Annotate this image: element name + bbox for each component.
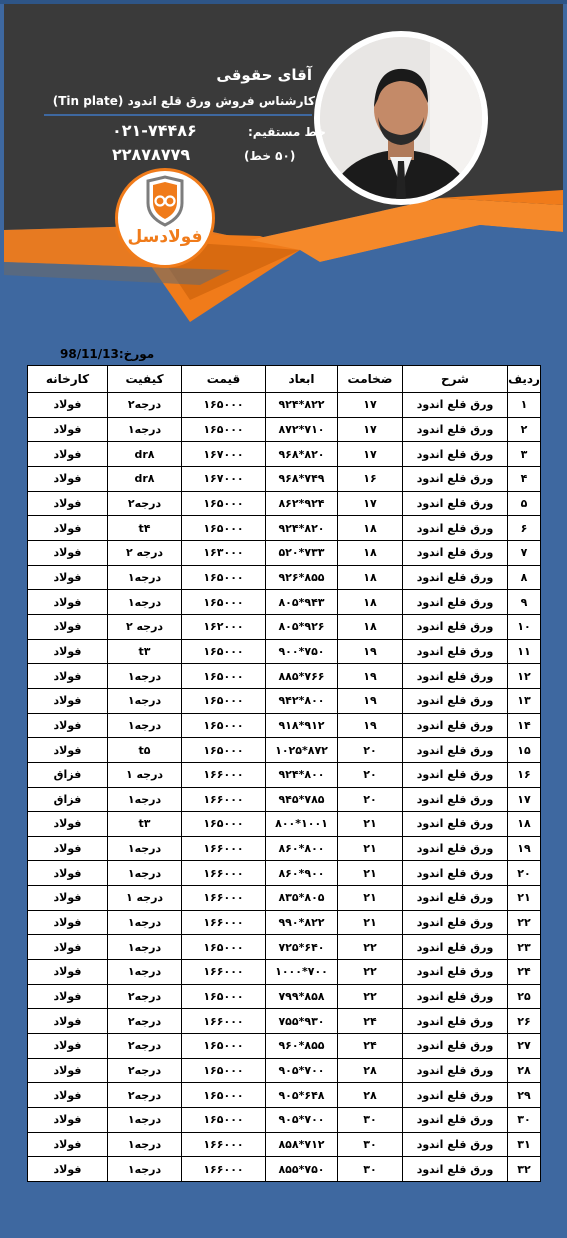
- cell-factory: فولاد: [28, 960, 108, 985]
- cell-row-number: ۱۱: [508, 639, 541, 664]
- cell-price: ۱۶۷۰۰۰: [182, 466, 266, 491]
- table-row: [28, 812, 541, 837]
- cell-dimensions: ۹۰۰*۸۶۰: [266, 861, 338, 886]
- cell-row-number: ۷: [508, 540, 541, 565]
- cell-price: ۱۶۶۰۰۰: [182, 910, 266, 935]
- cell-description: ورق قلع اندود: [403, 442, 508, 467]
- cell-price: ۱۶۶۰۰۰: [182, 762, 266, 787]
- cell-description: ورق قلع اندود: [403, 1083, 508, 1108]
- cell-quality: درجه۱: [108, 1132, 182, 1157]
- cell-quality: درجه۱: [108, 565, 182, 590]
- table-row: [28, 491, 541, 516]
- cell-price: ۱۶۶۰۰۰: [182, 1132, 266, 1157]
- price-table: [27, 365, 541, 1182]
- cell-dimensions: ۹۱۲*۹۱۸: [266, 713, 338, 738]
- table-row: [28, 590, 541, 615]
- cell-thickness: ۲۰: [338, 762, 403, 787]
- cell-price: ۱۶۵۰۰۰: [182, 639, 266, 664]
- cell-row-number: ۱۶: [508, 762, 541, 787]
- cell-factory: فولاد: [28, 1083, 108, 1108]
- cell-description: ورق قلع اندود: [403, 762, 508, 787]
- cell-factory: فولاد: [28, 1009, 108, 1034]
- cell-price: ۱۶۶۰۰۰: [182, 960, 266, 985]
- cell-thickness: ۲۲: [338, 984, 403, 1009]
- cell-row-number: ۲۹: [508, 1083, 541, 1108]
- cell-dimensions: ۷۳۳*۵۲۰: [266, 540, 338, 565]
- cell-factory: فولاد: [28, 516, 108, 541]
- cell-description: ورق قلع اندود: [403, 688, 508, 713]
- cell-price: ۱۶۵۰۰۰: [182, 565, 266, 590]
- cell-row-number: ۱: [508, 393, 541, 418]
- cell-row-number: ۲۴: [508, 960, 541, 985]
- cell-quality: t۳: [108, 639, 182, 664]
- table-row: [28, 664, 541, 689]
- cell-quality: درجه۱: [108, 1108, 182, 1133]
- cell-quality: dr۸: [108, 466, 182, 491]
- table-row: [28, 1083, 541, 1108]
- cell-factory: فولاد: [28, 664, 108, 689]
- cell-factory: فولاد: [28, 442, 108, 467]
- cell-dimensions: ۸۵۵*۹۲۶: [266, 565, 338, 590]
- cell-row-number: ۱۰: [508, 614, 541, 639]
- cell-quality: درجه۱: [108, 417, 182, 442]
- cell-thickness: ۱۸: [338, 614, 403, 639]
- cell-description: ورق قلع اندود: [403, 614, 508, 639]
- cell-row-number: ۴: [508, 466, 541, 491]
- cell-description: ورق قلع اندود: [403, 1034, 508, 1059]
- cell-thickness: ۳۰: [338, 1157, 403, 1182]
- cell-factory: فزاق: [28, 762, 108, 787]
- cell-price: ۱۶۶۰۰۰: [182, 886, 266, 911]
- cell-thickness: ۳۰: [338, 1108, 403, 1133]
- cell-thickness: ۱۷: [338, 442, 403, 467]
- cell-price: ۱۶۵۰۰۰: [182, 1058, 266, 1083]
- cell-dimensions: ۷۵۰*۹۰۰: [266, 639, 338, 664]
- cell-factory: فولاد: [28, 1058, 108, 1083]
- cell-thickness: ۲۰: [338, 738, 403, 763]
- header-quality: کیفیت: [108, 366, 182, 393]
- cell-factory: فولاد: [28, 688, 108, 713]
- cell-dimensions: ۱۰۰۱*۸۰۰: [266, 812, 338, 837]
- cell-factory: فولاد: [28, 1157, 108, 1182]
- table-body: [28, 393, 541, 1182]
- table-row: [28, 540, 541, 565]
- cell-price: ۱۶۶۰۰۰: [182, 1009, 266, 1034]
- cell-description: ورق قلع اندود: [403, 540, 508, 565]
- cell-description: ورق قلع اندود: [403, 1157, 508, 1182]
- cell-thickness: ۲۰: [338, 787, 403, 812]
- contact-role: کارشناس فروش ورق قلع اندود (Tin plate): [52, 94, 315, 108]
- cell-row-number: ۲۷: [508, 1034, 541, 1059]
- cell-thickness: ۲۴: [338, 1009, 403, 1034]
- table-row: [28, 984, 541, 1009]
- cell-price: ۱۶۶۰۰۰: [182, 787, 266, 812]
- cell-thickness: ۲۸: [338, 1083, 403, 1108]
- cell-description: ورق قلع اندود: [403, 664, 508, 689]
- cell-thickness: ۱۷: [338, 491, 403, 516]
- header-banner: [0, 0, 567, 330]
- cell-thickness: ۱۷: [338, 393, 403, 418]
- cell-price: ۱۶۲۰۰۰: [182, 614, 266, 639]
- cell-price: ۱۶۵۰۰۰: [182, 1108, 266, 1133]
- cell-quality: درجه۱: [108, 910, 182, 935]
- header-thickness: ضخامت: [338, 366, 403, 393]
- cell-thickness: ۱۸: [338, 565, 403, 590]
- cell-factory: فولاد: [28, 836, 108, 861]
- cell-factory: فولاد: [28, 935, 108, 960]
- cell-description: ورق قلع اندود: [403, 738, 508, 763]
- cell-quality: درجه۲: [108, 1083, 182, 1108]
- cell-row-number: ۵: [508, 491, 541, 516]
- header-price: قیمت: [182, 366, 266, 393]
- cell-dimensions: ۹۴۳*۸۰۵: [266, 590, 338, 615]
- cell-dimensions: ۶۴۰*۷۲۵: [266, 935, 338, 960]
- cell-row-number: ۲۱: [508, 886, 541, 911]
- cell-thickness: ۱۷: [338, 417, 403, 442]
- cell-price: ۱۶۶۰۰۰: [182, 861, 266, 886]
- cell-row-number: ۳۱: [508, 1132, 541, 1157]
- person-photo: [320, 37, 482, 199]
- phone-number-secondary[interactable]: ۲۲۸۷۸۷۷۹: [112, 145, 191, 164]
- cell-row-number: ۹: [508, 590, 541, 615]
- cell-thickness: ۲۱: [338, 812, 403, 837]
- cell-description: ورق قلع اندود: [403, 590, 508, 615]
- cell-price: ۱۶۵۰۰۰: [182, 664, 266, 689]
- table-row: [28, 935, 541, 960]
- cell-price: ۱۶۶۰۰۰: [182, 1157, 266, 1182]
- cell-factory: فولاد: [28, 1132, 108, 1157]
- cell-dimensions: ۷۱۲*۸۵۸: [266, 1132, 338, 1157]
- table-row: [28, 614, 541, 639]
- cell-quality: درجه۱: [108, 787, 182, 812]
- cell-price: ۱۶۵۰۰۰: [182, 417, 266, 442]
- cell-factory: فولاد: [28, 713, 108, 738]
- table-row: [28, 787, 541, 812]
- cell-factory: فولاد: [28, 910, 108, 935]
- cell-thickness: ۱۹: [338, 639, 403, 664]
- cell-description: ورق قلع اندود: [403, 861, 508, 886]
- logo-wordmark: فولادسل: [127, 227, 203, 247]
- cell-dimensions: ۷۰۰*۱۰۰۰: [266, 960, 338, 985]
- cell-quality: درجه۲: [108, 393, 182, 418]
- cell-dimensions: ۸۰۰*۸۶۰: [266, 836, 338, 861]
- shield-icon: [118, 171, 212, 231]
- cell-dimensions: ۸۲۲*۹۲۴: [266, 393, 338, 418]
- cell-row-number: ۳: [508, 442, 541, 467]
- cell-description: ورق قلع اندود: [403, 812, 508, 837]
- cell-dimensions: ۸۷۲*۱۰۲۵: [266, 738, 338, 763]
- header-dimensions: ابعاد: [266, 366, 338, 393]
- cell-dimensions: ۹۲۶*۸۰۵: [266, 614, 338, 639]
- cell-row-number: ۱۷: [508, 787, 541, 812]
- cell-description: ورق قلع اندود: [403, 960, 508, 985]
- cell-description: ورق قلع اندود: [403, 935, 508, 960]
- cell-thickness: ۲۴: [338, 1034, 403, 1059]
- contact-name: آقای حقوقی: [216, 66, 312, 84]
- cell-quality: درجه۲: [108, 1034, 182, 1059]
- cell-description: ورق قلع اندود: [403, 1108, 508, 1133]
- cell-dimensions: ۸۲۲*۹۹۰: [266, 910, 338, 935]
- cell-quality: درجه۱: [108, 688, 182, 713]
- cell-factory: فولاد: [28, 466, 108, 491]
- cell-price: ۱۶۵۰۰۰: [182, 1083, 266, 1108]
- cell-quality: درجه۱: [108, 861, 182, 886]
- cell-price: ۱۶۵۰۰۰: [182, 984, 266, 1009]
- direct-line-label: خط مستقیم:: [248, 125, 326, 139]
- cell-description: ورق قلع اندود: [403, 1058, 508, 1083]
- cell-factory: فولاد: [28, 417, 108, 442]
- header-description: شرح: [403, 366, 508, 393]
- cell-row-number: ۱۴: [508, 713, 541, 738]
- cell-factory: فولاد: [28, 886, 108, 911]
- cell-factory: فولاد: [28, 540, 108, 565]
- cell-quality: t۴: [108, 516, 182, 541]
- cell-row-number: ۱۵: [508, 738, 541, 763]
- table-row: [28, 1034, 541, 1059]
- cell-quality: درجه۱: [108, 960, 182, 985]
- cell-thickness: ۳۰: [338, 1132, 403, 1157]
- cell-quality: درجه ۱: [108, 886, 182, 911]
- cell-description: ورق قلع اندود: [403, 1009, 508, 1034]
- cell-description: ورق قلع اندود: [403, 836, 508, 861]
- cell-dimensions: ۶۴۸*۹۰۵: [266, 1083, 338, 1108]
- cell-description: ورق قلع اندود: [403, 565, 508, 590]
- cell-dimensions: ۷۱۰*۸۷۲: [266, 417, 338, 442]
- cell-description: ورق قلع اندود: [403, 787, 508, 812]
- cell-dimensions: ۷۰۰*۹۰۵: [266, 1058, 338, 1083]
- cell-row-number: ۶: [508, 516, 541, 541]
- table-row: [28, 836, 541, 861]
- table-row: [28, 417, 541, 442]
- cell-row-number: ۱۹: [508, 836, 541, 861]
- cell-price: ۱۶۵۰۰۰: [182, 812, 266, 837]
- divider: [44, 114, 312, 116]
- cell-thickness: ۲۱: [338, 861, 403, 886]
- phone-number-primary[interactable]: ۰۲۱-۷۴۴۸۶: [112, 121, 197, 140]
- cell-description: ورق قلع اندود: [403, 1132, 508, 1157]
- cell-dimensions: ۸۵۵*۹۶۰: [266, 1034, 338, 1059]
- cell-row-number: ۲۲: [508, 910, 541, 935]
- cell-description: ورق قلع اندود: [403, 984, 508, 1009]
- cell-factory: فولاد: [28, 812, 108, 837]
- cell-thickness: ۱۹: [338, 664, 403, 689]
- cell-price: ۱۶۳۰۰۰: [182, 540, 266, 565]
- table-row: [28, 1157, 541, 1182]
- header-factory: کارخانه: [28, 366, 108, 393]
- table-row: [28, 713, 541, 738]
- cell-description: ورق قلع اندود: [403, 516, 508, 541]
- cell-thickness: ۲۲: [338, 960, 403, 985]
- cell-row-number: ۱۸: [508, 812, 541, 837]
- cell-row-number: ۲۸: [508, 1058, 541, 1083]
- cell-quality: درجه۲: [108, 491, 182, 516]
- header-row-number: ردیف: [508, 366, 541, 393]
- cell-description: ورق قلع اندود: [403, 393, 508, 418]
- table-row: [28, 1108, 541, 1133]
- cell-factory: فولاد: [28, 738, 108, 763]
- cell-thickness: ۱۸: [338, 516, 403, 541]
- cell-description: ورق قلع اندود: [403, 466, 508, 491]
- table-row: [28, 738, 541, 763]
- cell-row-number: ۲۳: [508, 935, 541, 960]
- cell-price: ۱۶۵۰۰۰: [182, 590, 266, 615]
- cell-thickness: ۲۸: [338, 1058, 403, 1083]
- cell-row-number: ۳۰: [508, 1108, 541, 1133]
- cell-factory: فولاد: [28, 1108, 108, 1133]
- cell-thickness: ۲۱: [338, 886, 403, 911]
- cell-quality: درجه۲: [108, 1058, 182, 1083]
- cell-dimensions: ۸۲۰*۹۶۸: [266, 442, 338, 467]
- cell-quality: درجه۱: [108, 836, 182, 861]
- table-row: [28, 910, 541, 935]
- table-row: [28, 1009, 541, 1034]
- table-row: [28, 762, 541, 787]
- price-date: مورخ:98/11/13: [60, 347, 155, 361]
- table-row: [28, 1058, 541, 1083]
- cell-quality: درجه۱: [108, 935, 182, 960]
- cell-description: ورق قلع اندود: [403, 886, 508, 911]
- cell-row-number: ۲: [508, 417, 541, 442]
- table-row: [28, 960, 541, 985]
- cell-description: ورق قلع اندود: [403, 639, 508, 664]
- table-row: [28, 639, 541, 664]
- cell-thickness: ۱۹: [338, 713, 403, 738]
- table-row: [28, 442, 541, 467]
- cell-quality: درجه۱: [108, 590, 182, 615]
- cell-row-number: ۱۳: [508, 688, 541, 713]
- cell-thickness: ۲۱: [338, 910, 403, 935]
- cell-row-number: ۸: [508, 565, 541, 590]
- cell-quality: درجه ۲: [108, 614, 182, 639]
- cell-thickness: ۱۹: [338, 688, 403, 713]
- cell-description: ورق قلع اندود: [403, 491, 508, 516]
- cell-price: ۱۶۵۰۰۰: [182, 491, 266, 516]
- cell-factory: فولاد: [28, 491, 108, 516]
- cell-price: ۱۶۵۰۰۰: [182, 516, 266, 541]
- cell-factory: فولاد: [28, 861, 108, 886]
- cell-factory: فولاد: [28, 565, 108, 590]
- cell-factory: فولاد: [28, 1034, 108, 1059]
- cell-price: ۱۶۵۰۰۰: [182, 1034, 266, 1059]
- company-logo: [115, 168, 215, 268]
- cell-price: ۱۶۵۰۰۰: [182, 393, 266, 418]
- cell-thickness: ۱۶: [338, 466, 403, 491]
- line-count: (۵۰ خط): [244, 149, 296, 163]
- cell-factory: فولاد: [28, 393, 108, 418]
- cell-quality: dr۸: [108, 442, 182, 467]
- avatar: [314, 31, 488, 205]
- cell-price: ۱۶۶۰۰۰: [182, 836, 266, 861]
- cell-price: ۱۶۵۰۰۰: [182, 935, 266, 960]
- cell-quality: درجه۲: [108, 984, 182, 1009]
- cell-row-number: ۱۲: [508, 664, 541, 689]
- table-row: [28, 861, 541, 886]
- cell-row-number: ۲۰: [508, 861, 541, 886]
- table-row: [28, 886, 541, 911]
- cell-price: ۱۶۷۰۰۰: [182, 442, 266, 467]
- table-row: [28, 393, 541, 418]
- cell-dimensions: ۸۰۵*۸۳۵: [266, 886, 338, 911]
- cell-dimensions: ۹۳۰*۷۵۵: [266, 1009, 338, 1034]
- cell-thickness: ۱۸: [338, 540, 403, 565]
- table-row: [28, 565, 541, 590]
- cell-description: ورق قلع اندود: [403, 713, 508, 738]
- table-row: [28, 466, 541, 491]
- table-row: [28, 516, 541, 541]
- cell-factory: فزاق: [28, 787, 108, 812]
- cell-dimensions: ۷۵۰*۸۵۵: [266, 1157, 338, 1182]
- cell-description: ورق قلع اندود: [403, 910, 508, 935]
- table-row: [28, 1132, 541, 1157]
- cell-dimensions: ۷۴۹*۹۶۸: [266, 466, 338, 491]
- cell-factory: فولاد: [28, 614, 108, 639]
- cell-dimensions: ۷۰۰*۹۰۵: [266, 1108, 338, 1133]
- cell-factory: فولاد: [28, 590, 108, 615]
- cell-dimensions: ۸۰۰*۹۲۴: [266, 762, 338, 787]
- cell-quality: t۳: [108, 812, 182, 837]
- cell-thickness: ۲۲: [338, 935, 403, 960]
- cell-price: ۱۶۵۰۰۰: [182, 738, 266, 763]
- cell-price: ۱۶۵۰۰۰: [182, 713, 266, 738]
- table-row: [28, 688, 541, 713]
- cell-quality: درجه۲: [108, 1009, 182, 1034]
- cell-quality: درجه ۱: [108, 762, 182, 787]
- cell-description: ورق قلع اندود: [403, 417, 508, 442]
- cell-quality: درجه۱: [108, 713, 182, 738]
- cell-dimensions: ۷۶۶*۸۸۵: [266, 664, 338, 689]
- cell-price: ۱۶۵۰۰۰: [182, 688, 266, 713]
- cell-dimensions: ۸۲۰*۹۲۴: [266, 516, 338, 541]
- cell-dimensions: ۸۰۰*۹۴۲: [266, 688, 338, 713]
- cell-row-number: ۲۵: [508, 984, 541, 1009]
- table-header-row: [28, 366, 541, 393]
- cell-quality: درجه۱: [108, 1157, 182, 1182]
- cell-thickness: ۱۸: [338, 590, 403, 615]
- cell-dimensions: ۸۵۸*۷۹۹: [266, 984, 338, 1009]
- cell-quality: درجه ۲: [108, 540, 182, 565]
- cell-thickness: ۲۱: [338, 836, 403, 861]
- cell-row-number: ۲۶: [508, 1009, 541, 1034]
- cell-factory: فولاد: [28, 639, 108, 664]
- cell-factory: فولاد: [28, 984, 108, 1009]
- cell-dimensions: ۹۲۴*۸۶۲: [266, 491, 338, 516]
- cell-quality: درجه۱: [108, 664, 182, 689]
- cell-dimensions: ۷۸۵*۹۴۵: [266, 787, 338, 812]
- cell-quality: t۵: [108, 738, 182, 763]
- cell-row-number: ۳۲: [508, 1157, 541, 1182]
